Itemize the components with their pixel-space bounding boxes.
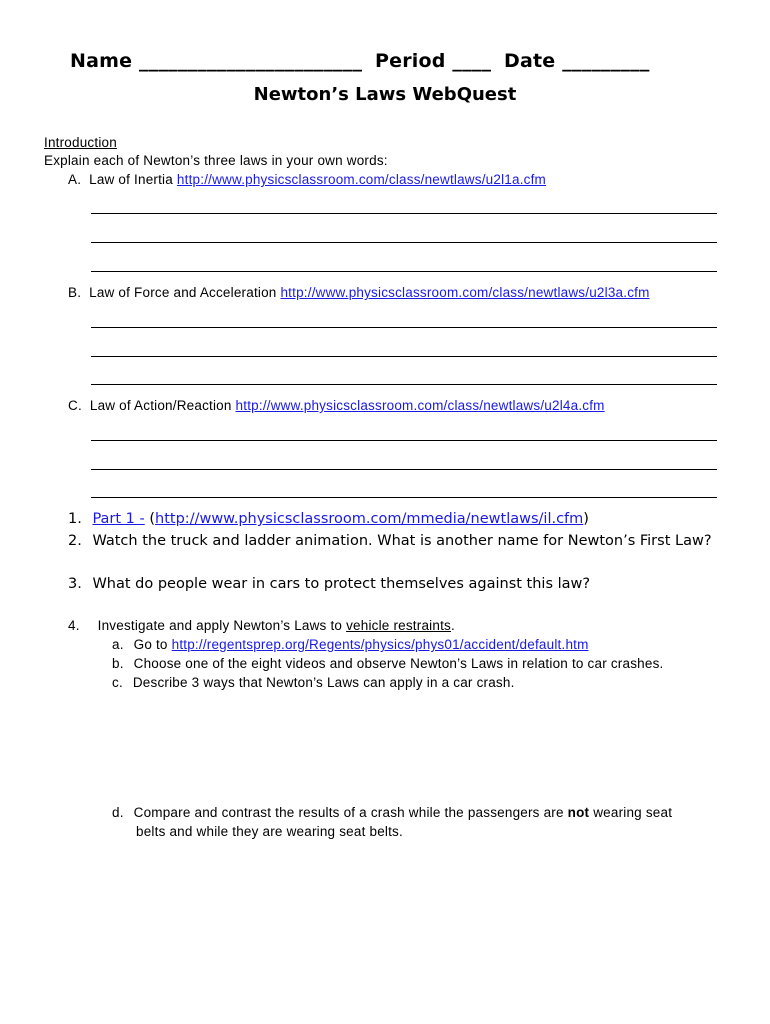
law-c-label: Law of Action/Reaction (89, 398, 232, 413)
q4-number: 4. (68, 618, 80, 633)
q4-vehicle-restraints[interactable]: vehicle restraints (346, 618, 451, 633)
answer-line[interactable] (91, 213, 717, 214)
q4d-text-bold: not (567, 805, 590, 820)
q2-text: Watch the truck and ladder animation. What is another name for Newton’s First Law? (92, 533, 712, 549)
law-c-letter: C. (68, 398, 82, 413)
law-a-label: Law of Inertia (89, 172, 173, 187)
q4-step-c (112, 675, 515, 690)
law-a-letter: A. (68, 172, 82, 187)
q4-text-pre: Investigate and apply Newton’s Laws to (97, 618, 343, 633)
q4-step-d-line2: belts and while they are wearing seat belts. (136, 824, 403, 839)
name-blank[interactable]: _______________________ (139, 50, 363, 72)
answer-line[interactable] (91, 497, 717, 498)
q1-close-paren: ) (583, 511, 589, 527)
question-4 (68, 618, 455, 633)
question-1 (68, 511, 589, 527)
q4a-link[interactable]: http://regentsprep.org/Regents/physics/phys01/accident/default.htm (171, 637, 589, 652)
answer-line[interactable] (91, 242, 717, 243)
law-b-label: Law of Force and Acceleration (89, 285, 277, 300)
q1-open-paren: ( (149, 511, 156, 527)
q4-step-a (112, 637, 589, 652)
q1-part-link[interactable]: Part 1 - (92, 511, 145, 527)
q3-text: What do people wear in cars to protect themselves against this law? (92, 576, 591, 592)
header-line (70, 50, 650, 72)
page-title: Newton’s Laws WebQuest (253, 84, 517, 105)
answer-line[interactable] (91, 356, 717, 357)
name-label: Name (70, 50, 133, 72)
q4c-text: Describe 3 ways that Newton’s Laws can apply in a car crash. (132, 675, 515, 690)
q4a-text: Go to (133, 637, 168, 652)
q4-step-b (112, 656, 663, 671)
law-b-letter: B. (68, 285, 82, 300)
law-c (68, 398, 605, 413)
q4d-letter: d. (112, 805, 124, 820)
answer-line[interactable] (91, 384, 717, 385)
law-a-link[interactable]: http://www.physicsclassroom.com/class/newtlaws/u2l1a.cfm (176, 172, 546, 187)
q2-number: 2. (68, 533, 82, 549)
answer-line[interactable] (91, 327, 717, 328)
q4b-text: Choose one of the eight videos and observe Newton’s Laws in relation to car crashes. (133, 656, 664, 671)
q4-text-post: . (450, 618, 455, 633)
answer-line[interactable] (91, 271, 717, 272)
q4d-text-post: wearing seat (593, 805, 673, 820)
intro-heading: Introduction (44, 135, 117, 150)
law-b-link[interactable]: http://www.physicsclassroom.com/class/newtlaws/u2l3a.cfm (280, 285, 650, 300)
q3-number: 3. (68, 576, 82, 592)
q1-url-link[interactable]: http://www.physicsclassroom.com/mmedia/newtlaws/il.cfm (155, 511, 584, 527)
answer-line[interactable] (91, 440, 717, 441)
date-blank[interactable]: _________ (562, 50, 650, 72)
law-c-link[interactable]: http://www.physicsclassroom.com/class/newtlaws/u2l4a.cfm (235, 398, 605, 413)
q4a-letter: a. (112, 637, 124, 652)
date-label: Date (504, 50, 556, 72)
q4-step-d (112, 805, 672, 820)
q4c-letter: c. (112, 675, 123, 690)
question-3 (68, 576, 590, 592)
intro-instruction: Explain each of Newton’s three laws in your own words: (44, 153, 388, 168)
question-2 (68, 533, 712, 549)
law-a (68, 172, 546, 187)
q4b-letter: b. (112, 656, 124, 671)
q1-number: 1. (68, 511, 82, 527)
q4d-text-pre: Compare and contrast the results of a crash while the passengers are (133, 805, 564, 820)
period-blank[interactable]: ____ (452, 50, 492, 72)
law-b (68, 285, 650, 300)
answer-line[interactable] (91, 469, 717, 470)
period-label: Period (374, 50, 446, 72)
